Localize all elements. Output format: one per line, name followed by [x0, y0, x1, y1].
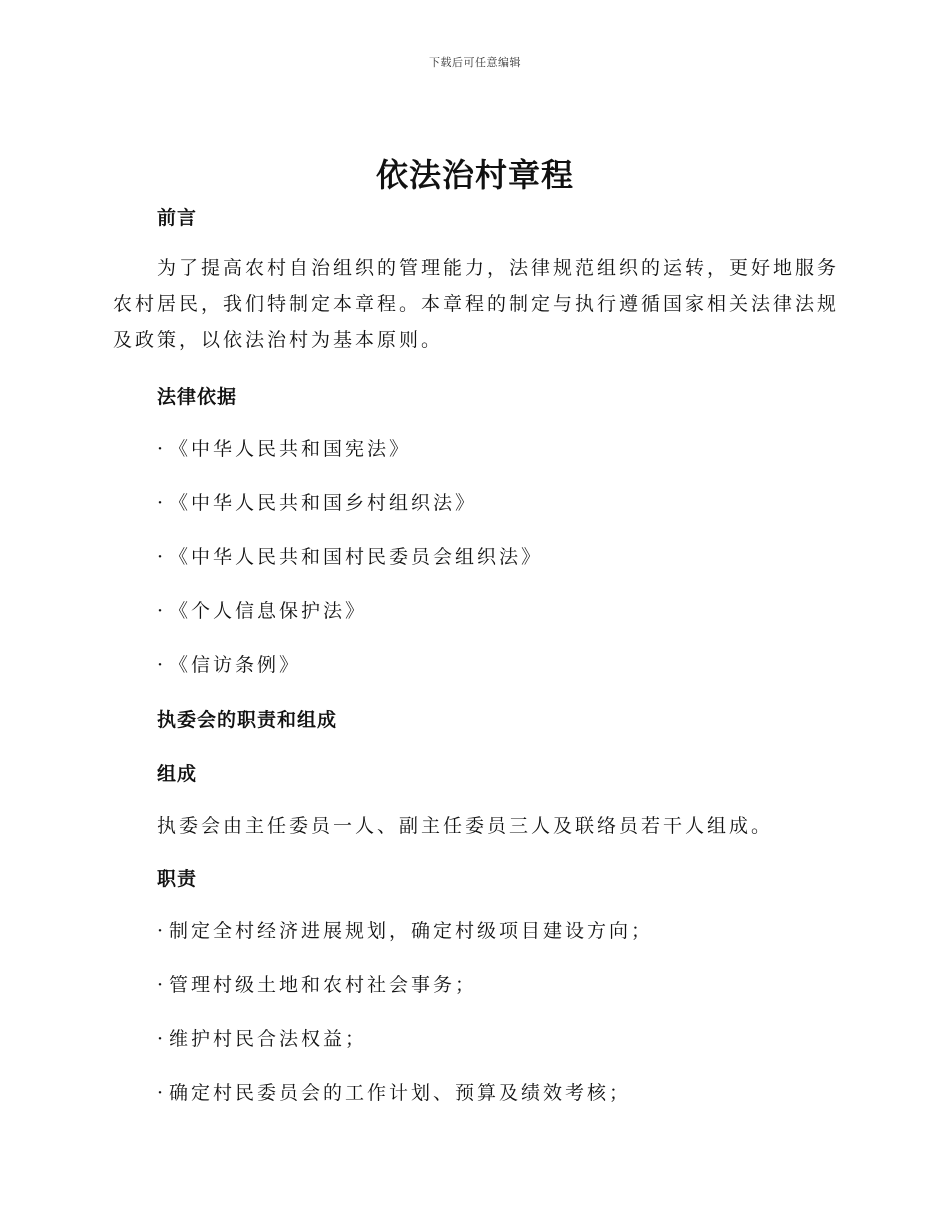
list-item — [157, 1024, 367, 1051]
law-item-text: 《个人信息保护法》 — [169, 600, 368, 622]
list-item — [157, 1078, 631, 1105]
document-title: 依法治村章程 — [375, 156, 574, 194]
bullet-icon: · — [157, 546, 164, 568]
law-item-text: 《中华人民共和国乡村组织法》 — [169, 492, 478, 514]
composition-text: 执委会由主任委员一人、副主任委员三人及联络员若干人组成。 — [157, 815, 774, 837]
bullet-icon: · — [157, 600, 164, 622]
preface-paragraph: 为了提高农村自治组织的管理能力，法律规范组织的运转，更好地服务农村居民，我们特制定本章程。本章程的制定与执行遵循国家相关法律法规及政策，以依法治村为基本原则。 — [113, 257, 840, 351]
duty-item-text: 维护村民合法权益； — [169, 1028, 368, 1050]
bullet-icon: · — [157, 1028, 164, 1050]
bullet-icon: · — [157, 654, 164, 676]
bullet-icon: · — [157, 1082, 164, 1104]
list-item — [157, 916, 653, 943]
bullet-icon: · — [157, 920, 164, 942]
duty-item-text: 管理村级土地和农村社会事务； — [169, 974, 478, 996]
duty-item-text: 制定全村经济进展规划，确定村级项目建设方向； — [169, 920, 654, 942]
list-item — [157, 542, 543, 569]
bullet-icon: · — [157, 492, 164, 514]
law-item-text: 《中华人民共和国村民委员会组织法》 — [169, 546, 544, 568]
list-item — [157, 650, 301, 677]
bullet-icon: · — [157, 438, 164, 460]
list-item — [157, 434, 411, 461]
section-heading-legal-basis: 法律依据 — [157, 386, 238, 408]
subheading-composition: 组成 — [157, 763, 198, 785]
list-item — [157, 970, 477, 997]
list-item — [157, 596, 367, 623]
page-header-note: 下载后可任意编辑 — [429, 56, 521, 69]
section-heading-committee: 执委会的职责和组成 — [157, 709, 338, 731]
list-item — [157, 488, 477, 515]
bullet-icon: · — [157, 974, 164, 996]
subheading-duties: 职责 — [157, 868, 198, 890]
duty-item-text: 确定村民委员会的工作计划、预算及绩效考核； — [169, 1082, 632, 1104]
law-item-text: 《中华人民共和国宪法》 — [169, 438, 412, 460]
law-item-text: 《信访条例》 — [169, 654, 302, 676]
section-heading-preface: 前言 — [157, 207, 198, 229]
